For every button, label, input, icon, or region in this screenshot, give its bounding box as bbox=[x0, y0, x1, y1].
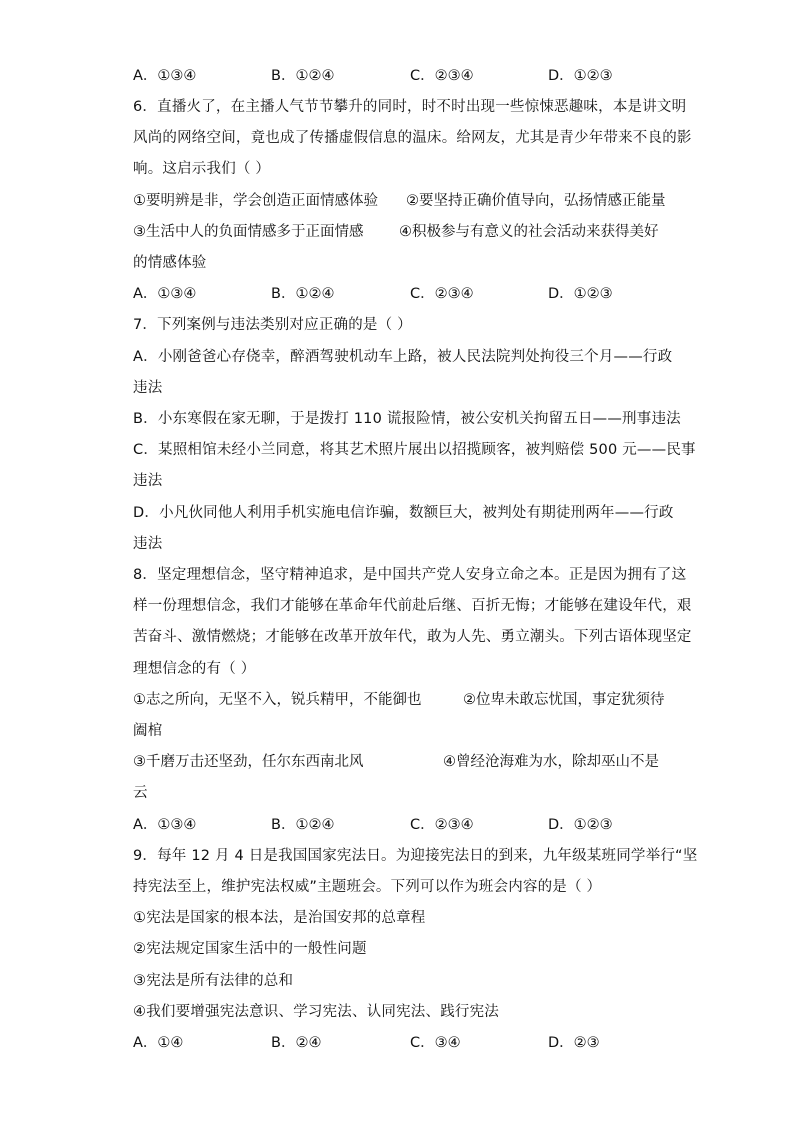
q8-option-b[interactable]: B．①②④ bbox=[271, 817, 335, 833]
q8-statement-4: ④曾经沧海难为水，除却巫山不是 bbox=[443, 754, 659, 770]
q9-option-a[interactable]: A．①④ bbox=[133, 1035, 184, 1051]
q5-option-a[interactable]: A．①③④ bbox=[133, 68, 197, 84]
q9-option-c[interactable]: C．③④ bbox=[410, 1035, 461, 1051]
q6-statement-3: ③生活中人的负面情感多于正面情感 bbox=[133, 224, 364, 240]
q6-option-a[interactable]: A．①③④ bbox=[133, 286, 197, 302]
q7-choice-c-line-1[interactable]: C．某照相馆未经小兰同意，将其艺术照片展出以招揽顾客，被判赔偿 500 元——民事 bbox=[133, 442, 696, 458]
q7-choice-b[interactable]: B．小东寒假在家无聊，于是拨打 110 谎报险情，被公安机关拘留五日——刑事违法 bbox=[133, 411, 681, 427]
q8-statement-2: ②位卑未敢忘忧国，事定犹须待 bbox=[463, 692, 665, 708]
q8-option-d[interactable]: D．①②③ bbox=[548, 817, 613, 833]
q8-statement-3: ③千磨万击还坚劲，任尔东西南北风 bbox=[133, 754, 364, 770]
q9-option-d[interactable]: D．②③ bbox=[548, 1035, 600, 1051]
q8-statement-2-cont: 阖棺 bbox=[133, 723, 163, 739]
q6-statement-4-cont: 的情感体验 bbox=[133, 255, 207, 271]
q6-option-b[interactable]: B．①②④ bbox=[271, 286, 335, 302]
q6-statement-1: ①要明辨是非，学会创造正面情感体验 bbox=[133, 193, 378, 209]
q6-stem-line-1: 6．直播火了，在主播人气节节攀升的同时，时不时出现一些惊悚恶趣味，本是讲文明 bbox=[133, 99, 687, 115]
q5-option-c[interactable]: C．②③④ bbox=[410, 68, 474, 84]
q9-stem-line-2: 持宪法至上，维护宪法权威”主题班会。下列可以作为班会内容的是（ ） bbox=[133, 879, 602, 895]
q6-stem-line-3: 响。这启示我们（ ） bbox=[133, 161, 271, 177]
q6-stem-line-2: 风尚的网络空间，竟也成了传播虚假信息的温床。给网友，尤其是青少年带来不良的影 bbox=[133, 130, 692, 146]
q5-option-d[interactable]: D．①②③ bbox=[548, 68, 613, 84]
q9-statement-4: ④我们要增强宪法意识、学习宪法、认同宪法、践行宪法 bbox=[133, 1004, 499, 1020]
q7-choice-a-line-2: 违法 bbox=[133, 380, 163, 396]
q8-option-c[interactable]: C．②③④ bbox=[410, 817, 474, 833]
q9-stem-line-1: 9．每年 12 月 4 日是我国国家宪法日。为迎接宪法日的到来，九年级某班同学举行“坚 bbox=[133, 848, 698, 864]
q7-choice-d-line-1[interactable]: D．小凡伙同他人利用手机实施电信诈骗，数额巨大，被判处有期徒刑两年——行政 bbox=[133, 505, 674, 521]
q8-statement-1: ①志之所向，无坚不入，锐兵精甲，不能御也 bbox=[133, 692, 422, 708]
q7-choice-d-line-2: 违法 bbox=[133, 536, 163, 552]
q9-statement-3: ③宪法是所有法律的总和 bbox=[133, 973, 294, 989]
q8-option-a[interactable]: A．①③④ bbox=[133, 817, 197, 833]
q8-statement-4-cont: 云 bbox=[133, 785, 148, 801]
q6-option-c[interactable]: C．②③④ bbox=[410, 286, 474, 302]
q9-option-b[interactable]: B．②④ bbox=[271, 1035, 322, 1051]
q6-statement-4: ④积极参与有意义的社会活动来获得美好 bbox=[399, 224, 659, 240]
q9-statement-2: ②宪法规定国家生活中的一般性问题 bbox=[133, 941, 367, 957]
q6-option-d[interactable]: D．①②③ bbox=[548, 286, 613, 302]
q7-choice-a-line-1[interactable]: A．小刚爸爸心存侥幸，醉酒驾驶机动车上路，被人民法院判处拘役三个月——行政 bbox=[133, 349, 673, 365]
q8-stem-line-2: 样一份理想信念，我们才能够在革命年代前赴后继、百折无悔；才能够在建设年代，艰 bbox=[133, 598, 692, 614]
q8-stem-line-1: 8．坚定理想信念，坚守精神追求，是中国共产党人安身立命之本。正是因为拥有了这 bbox=[133, 567, 687, 583]
q5-option-b[interactable]: B．①②④ bbox=[271, 68, 335, 84]
q8-stem-line-4: 理想信念的有（ ） bbox=[133, 661, 256, 677]
q8-stem-line-3: 苦奋斗、激情燃烧；才能够在改革开放年代，敢为人先、勇立潮头。下列古语体现坚定 bbox=[133, 629, 692, 645]
q9-statement-1: ①宪法是国家的根本法，是治国安邦的总章程 bbox=[133, 910, 426, 926]
q7-stem: 7．下列案例与违法类别对应正确的是（ ） bbox=[133, 317, 412, 333]
q6-statement-2: ②要坚持正确价值导向，弘扬情感正能量 bbox=[406, 193, 666, 209]
q7-choice-c-line-2: 违法 bbox=[133, 473, 163, 489]
